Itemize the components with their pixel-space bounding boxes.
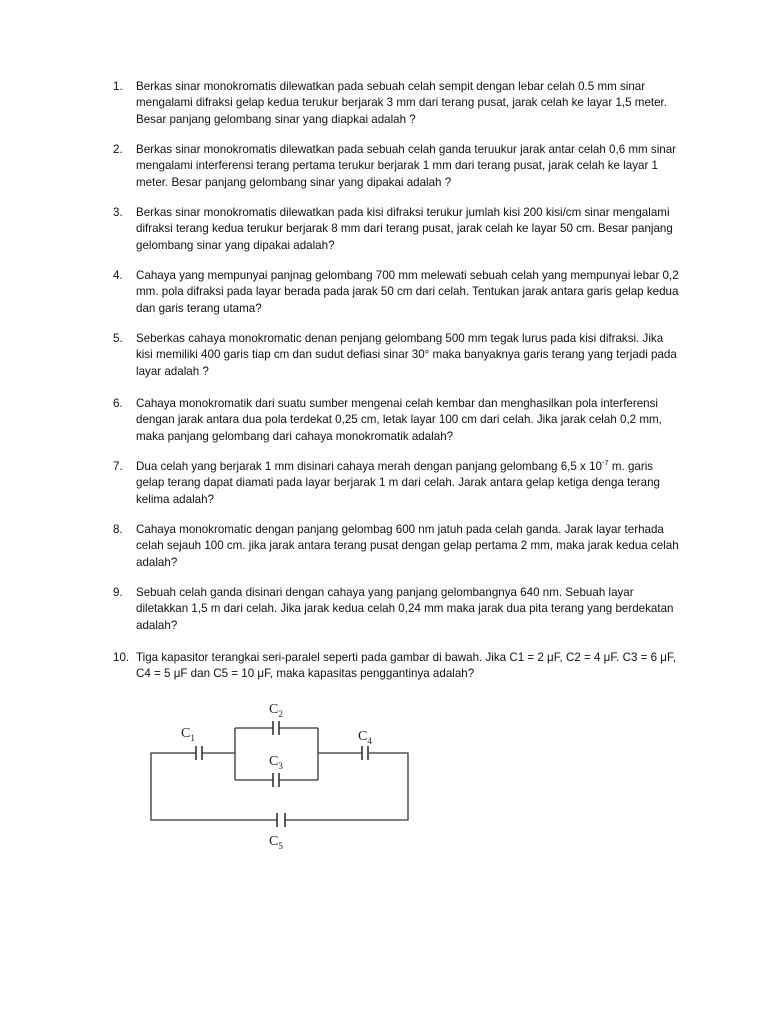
question-number: 4. bbox=[113, 269, 123, 282]
question-text bbox=[136, 459, 683, 508]
question-text: Sebuah celah ganda disinari dengan cahaya yang panjang gelombangnya 640 nm. Sebuah layar diletakkan 1,5 m dari celah. Jika jarak kedua celah 0,24 mm maka jarak dua pita terang yang berdekatan adalah? bbox=[136, 586, 674, 632]
question-number: 7. bbox=[113, 460, 123, 473]
question-number: 8. bbox=[113, 523, 123, 536]
question-5 bbox=[113, 331, 683, 380]
question-8 bbox=[113, 522, 683, 571]
c4-label: $C_4$ bbox=[358, 729, 372, 746]
question-2 bbox=[113, 142, 683, 191]
question-7 bbox=[113, 459, 683, 508]
question-number: 10. bbox=[113, 651, 130, 664]
question-text-end: m. garis gelap terang dapat diamati pada layar berjarak 1 m dari celah. Jarak antara gelap ketiga denga terang kelima adalah? bbox=[136, 460, 660, 506]
question-number: 1. bbox=[113, 80, 123, 93]
question-number: 9. bbox=[113, 586, 123, 599]
question-6 bbox=[113, 396, 683, 445]
question-text: Cahaya monokromatik dari suatu sumber mengenai celah kembar dan menghasilkan pola interferensi dengan jarak antara dua pola terdekat 0,25 cm, letak layar 100 cm dari celah. Jika jarak celah 0,2 mm, maka panjang gelombang dari cahaya monokromatik adalah? bbox=[136, 397, 662, 443]
question-text: Berkas sinar monokromatis dilewatkan pada sebuah celah sempit dengan lebar celah 0.5 mm sinar mengalami difraksi gelap kedua terukur berjarak 3 mm dari terang pusat, jarak celah ke layar 1,5 meter. Besar panjang gelombang sinar yang diapkai adalah ? bbox=[136, 80, 667, 126]
question-3 bbox=[113, 205, 683, 254]
question-number: 5. bbox=[113, 332, 123, 345]
question-number: 2. bbox=[113, 143, 123, 156]
question-text: Berkas sinar monokromatis dilewatkan pada kisi difraksi terukur jumlah kisi 200 kisi/cm sinar mengalami difraksi terang kedua terukur berjarak 8 mm dari terang pusat, jarak celah ke layar 50 cm. Besar panjang gelombang sinar yang dipakai adalah? bbox=[136, 206, 673, 252]
question-number: 6. bbox=[113, 397, 123, 410]
question-text-start: Dua celah yang berjarak 1 mm disinari cahaya merah dengan panjang gelombang 6,5 x 10 bbox=[136, 460, 602, 473]
capacitor-circuit-diagram bbox=[140, 695, 420, 855]
question-text: Berkas sinar monokromatis dilewatkan pada sebuah celah ganda teruukur jarak antar celah 0,6 mm sinar mengalami interferensi terang pertama terukur berjarak 1 mm dari terang pusat, jarak celah ke layar 1 meter. Besar panjang gelombang sinar yang dipakai adalah ? bbox=[136, 143, 677, 189]
question-text: Seberkas cahaya monokromatic denan penjang gelombang 500 mm tegak lurus pada kisi difraksi. Jika kisi memiliki 400 garis tiap cm dan sudut defiasi sinar 30° maka banyaknya garis terang yang terjadi pada layar adalah ? bbox=[136, 332, 677, 378]
question-number: 3. bbox=[113, 206, 123, 219]
question-1 bbox=[113, 79, 683, 128]
question-10 bbox=[113, 650, 683, 683]
circuit-svg bbox=[140, 695, 420, 855]
c3-label: $C_3$ bbox=[269, 754, 283, 771]
question-text: Cahaya monokromatic dengan panjang gelombag 600 nm jatuh pada celah ganda. Jarak layar terhada celah sejauh 100 cm. jika jarak antara terang pusat dengan gelap pertama 2 mm, maka jarak kedua celah adalah? bbox=[136, 523, 679, 569]
c1-label: $C_1$ bbox=[181, 726, 195, 743]
c5-label: $C_5$ bbox=[269, 834, 283, 851]
c2-label: $C_2$ bbox=[269, 702, 283, 719]
question-9 bbox=[113, 585, 683, 634]
question-4 bbox=[113, 268, 683, 317]
question-text: Cahaya yang mempunyai panjnag gelombang 700 mm melewati sebuah celah yang mempunyai lebar 0,2 mm. pola difraksi pada layar berada pada jarak 50 cm dari celah. Tentukan jarak antara garis gelap kedua dan garis terang utama? bbox=[136, 269, 679, 315]
question-text: Tiga kapasitor terangkai seri-paralel seperti pada gambar di bawah. Jika C1 = 2 μF, C2 = 4 μF. C3 = 6 μF, C4 = 5 μF dan C5 = 10 μF, maka kapasitas penggantinya adalah? bbox=[136, 651, 676, 681]
exponent: -7 bbox=[601, 458, 609, 468]
